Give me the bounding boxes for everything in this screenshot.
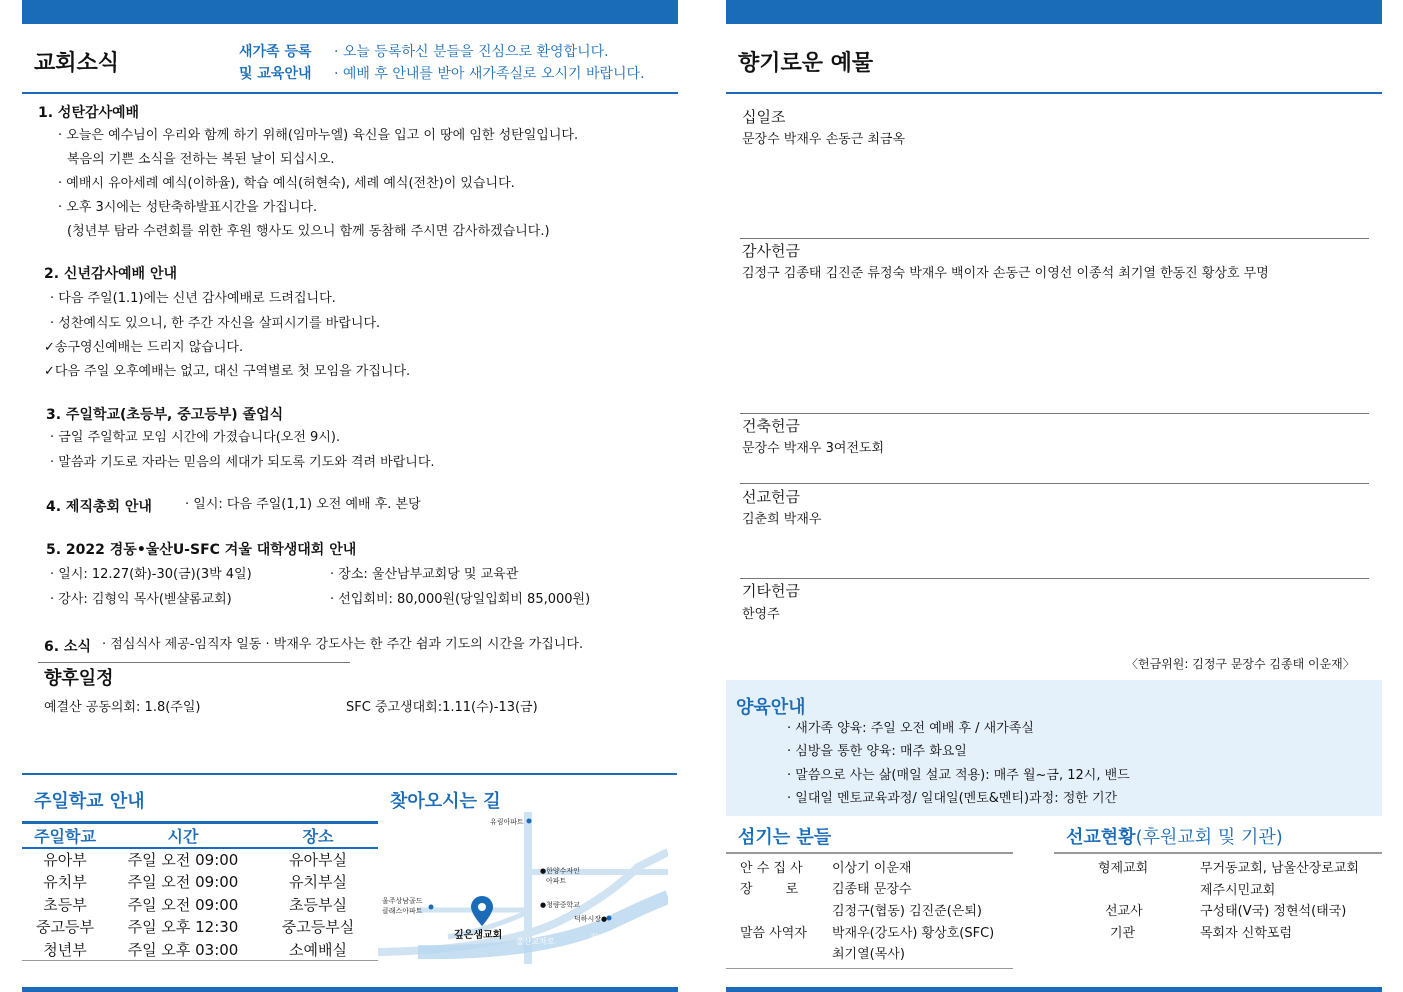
directions-map bbox=[378, 812, 668, 964]
map-label-apt1: 유림아파트 bbox=[490, 818, 524, 826]
missions-label-4: 기관 bbox=[1110, 926, 1136, 941]
servants-names-4: 박재우(강도사) 황상호(SFC) bbox=[832, 926, 995, 941]
offering-building-names: 문장수 박재우 3여전도회 bbox=[742, 441, 885, 456]
news-heading-2: 2. 신년감사예배 안내 bbox=[44, 266, 177, 282]
offering-rule-4 bbox=[740, 578, 1369, 579]
offering-rule-2 bbox=[740, 413, 1369, 414]
col-header-school: 주일학교 bbox=[34, 827, 96, 846]
news-2-line-2: · 성찬예식도 있으니, 한 주간 자신을 살피시기를 바랍니다. bbox=[50, 316, 381, 331]
offering-rule-1 bbox=[740, 238, 1369, 239]
news-title-rule bbox=[22, 92, 678, 94]
offering-thanks-label: 감사헌금 bbox=[742, 242, 800, 260]
newcomer-text bbox=[334, 41, 645, 85]
servants-title: 섬기는 분들 bbox=[738, 827, 832, 848]
cell-place: 초등부실 bbox=[289, 895, 347, 914]
servants-bottom-rule bbox=[726, 968, 1013, 969]
missions-title-sub: (후원교회 및 기관) bbox=[1135, 827, 1283, 848]
news-3-line-2: · 말씀과 기도로 자라는 믿음의 세대가 되도록 기도와 격려 바랍니다. bbox=[50, 455, 435, 470]
nurture-line-2: · 심방을 통한 양육: 매주 화요일 bbox=[787, 744, 967, 759]
upcoming-item-1: 예결산 공동의회: 1.8(주일) bbox=[44, 700, 201, 715]
missions-value-2: 제주시민교회 bbox=[1200, 883, 1276, 898]
offering-title-rule bbox=[726, 92, 1382, 94]
bottom-section-rule bbox=[22, 773, 677, 775]
map-label-market: 덕하시장● bbox=[574, 915, 608, 923]
missions-title bbox=[1066, 823, 1283, 849]
servants-names-3: 김정구(협동) 김진준(은퇴) bbox=[832, 904, 982, 919]
right-top-bar bbox=[726, 0, 1382, 24]
cell-school: 중고등부 bbox=[36, 918, 94, 937]
missions-label-1: 형제교회 bbox=[1098, 861, 1149, 876]
table-row bbox=[22, 893, 378, 916]
cell-school: 청년부 bbox=[43, 940, 87, 959]
news-heading-5: 5. 2022 경동•울산U-SFC 겨울 대학생대회 안내 bbox=[46, 542, 357, 558]
missions-value-1: 무거동교회, 남울산장로교회 bbox=[1200, 861, 1359, 876]
offering-building-label: 건축헌금 bbox=[742, 417, 800, 435]
news-heading-3: 3. 주일학교(초등부, 중고등부) 졸업식 bbox=[46, 407, 284, 423]
offering-title: 향기로운 예물 bbox=[738, 51, 874, 76]
offering-tithe-label: 십일조 bbox=[742, 108, 786, 126]
upcoming-item-2: SFC 중고생대회:1.11(수)-13(금) bbox=[346, 700, 538, 715]
news-5-speaker: · 강사: 김형익 목사(벧샬롬교회) bbox=[50, 592, 232, 607]
table-row bbox=[22, 916, 378, 939]
cell-place: 소예배실 bbox=[289, 940, 347, 959]
directions-title: 찾아오시는 길 bbox=[390, 791, 501, 812]
news-1-line-3: · 예배시 유아세례 예식(이하율), 학습 예식(허현숙), 세례 예식(전찬)이 있습니다. bbox=[58, 176, 515, 191]
map-label-gold2: 클래스아파트 bbox=[382, 907, 423, 915]
left-bottom-bar bbox=[22, 987, 678, 992]
offering-tithe-names: 문장수 박재우 손동근 최금옥 bbox=[742, 132, 906, 147]
news-1-line-2: 복음의 기쁜 소식을 전하는 복된 날이 되십시오. bbox=[67, 152, 335, 167]
news-1-line-1: · 오늘은 예수님이 우리와 함께 하기 위해(임마누엘) 육신을 입고 이 땅에 임한 성탄일입니다. bbox=[58, 128, 579, 143]
cell-time: 주일 오전 09:00 bbox=[127, 851, 239, 870]
map-label-church: 깊은샘교회 bbox=[454, 930, 503, 941]
servants-names-1: 이상기 이운재 bbox=[832, 861, 912, 876]
news-2-line-4: ✓다음 주일 오후예배는 없고, 대신 구역별로 첫 모임을 가집니다. bbox=[44, 364, 411, 379]
table-row bbox=[22, 871, 378, 894]
servants-role-2: 장 로 bbox=[740, 882, 799, 897]
right-bottom-bar bbox=[726, 987, 1382, 992]
servants-names-5: 최기열(목사) bbox=[832, 947, 905, 962]
cell-school: 초등부 bbox=[43, 895, 87, 914]
missions-value-4: 목회자 신학포럼 bbox=[1200, 926, 1293, 941]
offering-committee: 〈헌금위원: 김정구 문장수 김종태 이운재〉 bbox=[1126, 657, 1355, 671]
cell-school: 유아부 bbox=[43, 851, 87, 870]
cell-place: 유아부실 bbox=[289, 851, 347, 870]
news-1-line-5: (청년부 탐라 수련회를 위한 후원 행사도 있으니 함께 동참해 주시면 감사하겠습니다.) bbox=[67, 224, 550, 239]
sunday-school-header-row bbox=[22, 824, 378, 848]
news-title: 교회소식 bbox=[34, 51, 120, 76]
news-6-inline: · 점심식사 제공-임직자 일동 · 박재우 강도사는 한 주간 쉼과 기도의 시간을 가집니다. bbox=[102, 637, 584, 652]
table-row bbox=[22, 938, 378, 961]
map-label-apt2b: 아파트 bbox=[546, 877, 567, 885]
cell-place: 유치부실 bbox=[289, 873, 347, 892]
missions-rule bbox=[1054, 852, 1382, 854]
nurture-line-4: · 일대일 멘토교육과정/ 일대일(멘토&멘티)과정: 정한 기간 bbox=[787, 791, 1118, 806]
nurture-line-1: · 새가족 양육: 주일 오전 예배 후 / 새가족실 bbox=[787, 721, 1034, 736]
offering-mission-names: 김춘희 박재우 bbox=[742, 512, 822, 527]
missions-value-3: 구성태(V국) 정현석(태국) bbox=[1200, 904, 1347, 919]
news-heading-6: 6. 소식 bbox=[44, 639, 91, 655]
cell-time: 주일 오전 09:00 bbox=[127, 873, 239, 892]
missions-title-main: 선교현황 bbox=[1066, 827, 1136, 848]
cell-time: 주일 오전 09:00 bbox=[127, 895, 239, 914]
sunday-school-title: 주일학교 안내 bbox=[34, 791, 145, 812]
news-5-date: · 일시: 12.27(화)-30(금)(3박 4일) bbox=[50, 567, 252, 582]
news-4-inline: · 일시: 다음 주일(1,1) 오전 예배 후. 본당 bbox=[185, 497, 421, 512]
servants-names-2: 김종태 문장수 bbox=[832, 882, 912, 897]
news-2-line-3: ✓송구영신예배는 드리지 않습니다. bbox=[44, 340, 244, 355]
cell-time: 주일 오후 03:00 bbox=[127, 940, 239, 959]
nurture-title: 양육안내 bbox=[736, 697, 806, 718]
news-heading-4: 4. 제직총회 안내 bbox=[46, 499, 152, 515]
col-header-place: 장소 bbox=[302, 827, 334, 846]
offering-rule-3 bbox=[740, 483, 1369, 484]
offering-other-names: 한영주 bbox=[742, 607, 780, 622]
offering-thanks-names: 김정구 김종태 김진준 류정숙 박재우 백이자 손동근 이영선 이종석 최기열 한동진 황상호 무명 bbox=[742, 266, 1269, 281]
servants-rule bbox=[726, 852, 1013, 854]
cell-place: 중고등부실 bbox=[281, 918, 355, 937]
news-5-place: · 장소: 울산남부교회당 및 교육관 bbox=[330, 567, 519, 582]
missions-label-3: 선교사 bbox=[1105, 904, 1143, 919]
map-label-school: ●청량중학교 bbox=[540, 901, 580, 909]
news-2-line-1: · 다음 주일(1.1)에는 신년 감사예배로 드려집니다. bbox=[50, 291, 336, 306]
news-5-fee: · 선입회비: 80,000원(당일입회비 85,000원) bbox=[330, 592, 591, 607]
servants-role-4: 말씀 사역자 bbox=[740, 926, 807, 941]
col-header-time: 시간 bbox=[167, 827, 199, 846]
map-label-road2: 청량읍거리 bbox=[590, 933, 629, 942]
servants-role-1: 안 수 집 사 bbox=[740, 861, 803, 876]
map-label-gold1: 울주상남골드 bbox=[382, 897, 423, 905]
offering-mission-label: 선교헌금 bbox=[742, 488, 800, 506]
upcoming-rule bbox=[38, 662, 350, 663]
cell-time: 주일 오후 12:30 bbox=[127, 918, 239, 937]
news-3-line-1: · 금일 주일학교 모임 시간에 가졌습니다(오전 9시). bbox=[50, 430, 341, 445]
map-label-road1: 울산교차로 bbox=[516, 937, 555, 946]
left-top-bar bbox=[22, 0, 678, 24]
news-heading-1: 1. 성탄감사예배 bbox=[38, 105, 140, 121]
cell-school: 유치부 bbox=[43, 873, 87, 892]
newcomer-label bbox=[239, 41, 312, 85]
news-1-line-4: · 오후 3시에는 성탄축하발표시간을 가집니다. bbox=[58, 200, 318, 215]
offering-other-label: 기타헌금 bbox=[742, 582, 800, 600]
sunday-school-table bbox=[22, 824, 378, 961]
newcomer-label-line2: 및 교육안내 bbox=[239, 66, 312, 82]
newcomer-label-line1: 새가족 등록 bbox=[239, 44, 312, 60]
location-pin-icon bbox=[471, 896, 493, 926]
upcoming-title: 향후일정 bbox=[44, 668, 114, 689]
table-row bbox=[22, 848, 378, 871]
newcomer-line2: · 예배 후 안내를 받아 새가족실로 오시기 바랍니다. bbox=[334, 66, 645, 82]
newcomer-line1: · 오늘 등록하신 분들을 진심으로 환영합니다. bbox=[334, 44, 609, 60]
map-label-apt2a: ●한양수자인 bbox=[540, 867, 580, 875]
nurture-line-3: · 말씀으로 사는 삶(매일 설교 적용): 매주 월~금, 12시, 밴드 bbox=[787, 768, 1130, 783]
